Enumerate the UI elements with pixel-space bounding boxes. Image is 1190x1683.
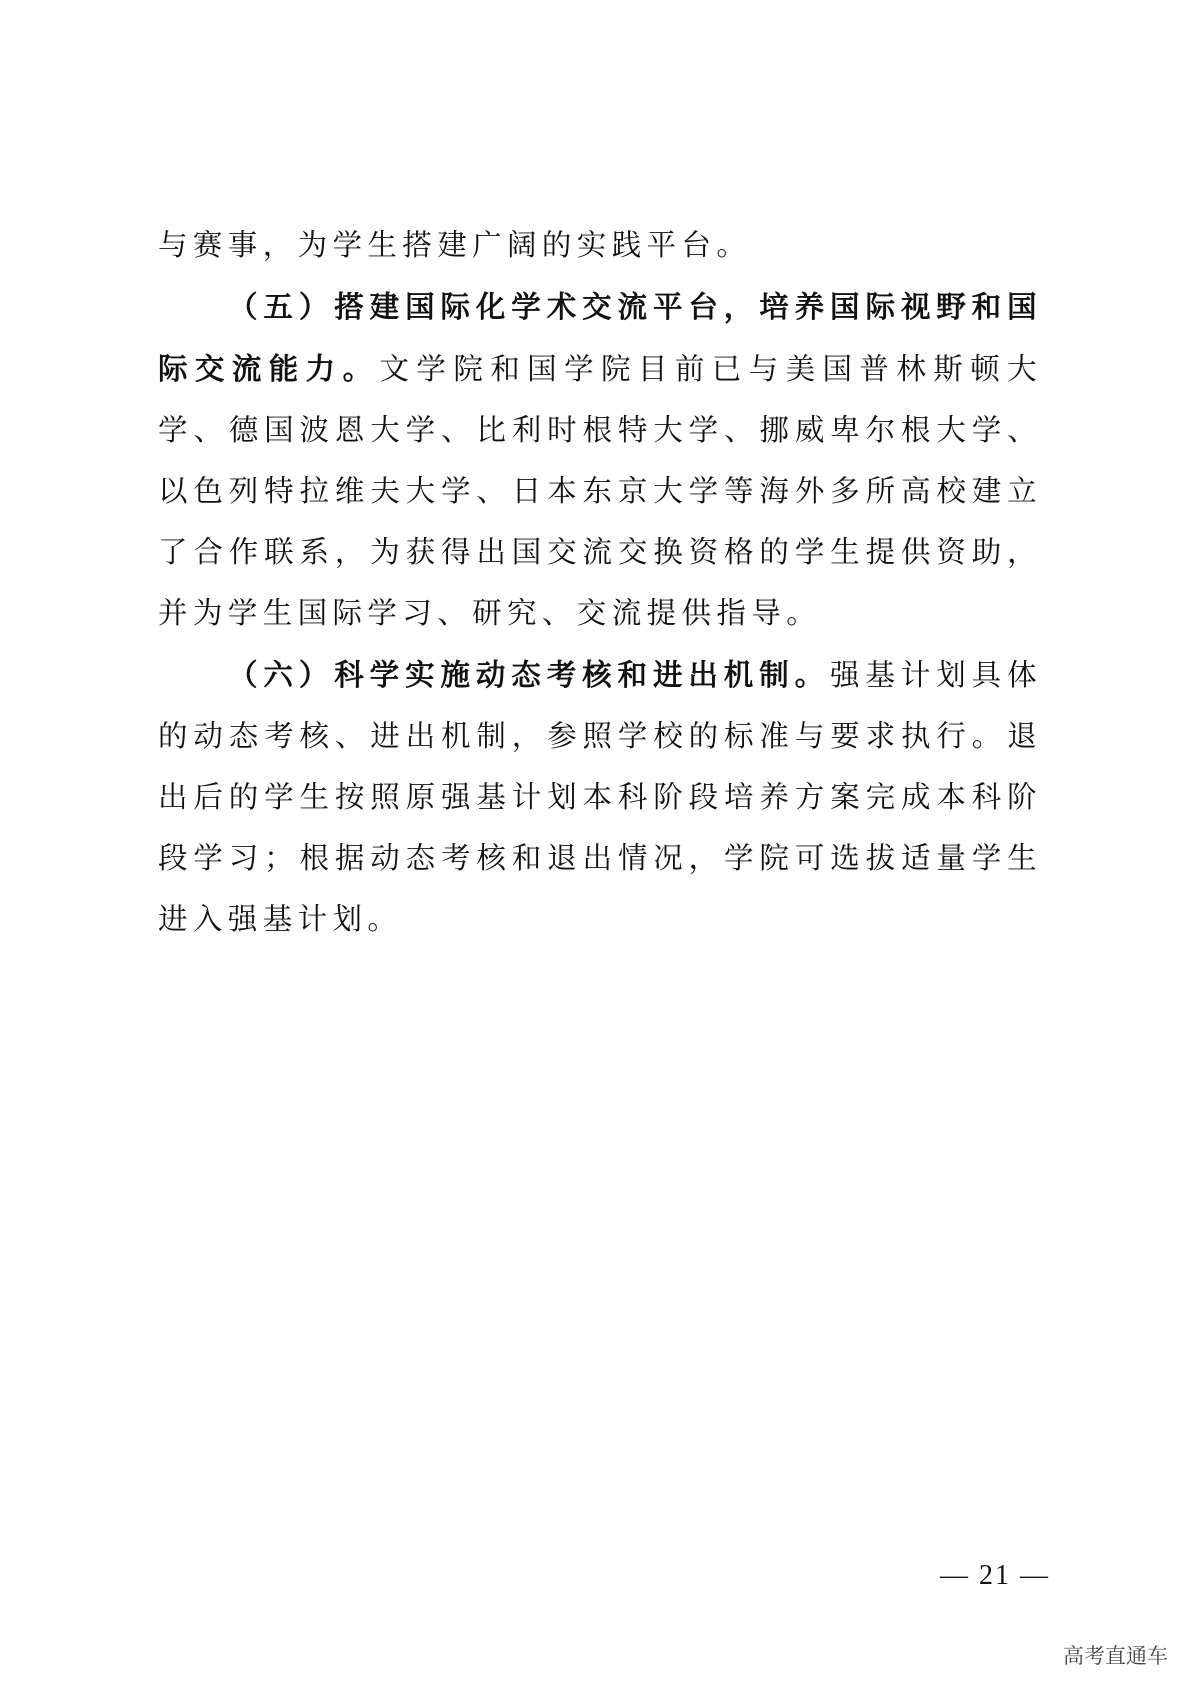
paragraph-international-exchange	[158, 276, 1042, 644]
paragraph-continuation	[158, 215, 1042, 276]
paragraph-text: 与赛事，为学生搭建广阔的实践平台。	[158, 228, 752, 262]
paragraph-text: 强基计划具体的动态考核、进出机制，参照学校的标准与要求执行。退出后的学生按照原强基计划本科阶段培养方案完成本科阶段学习；根据动态考核和退出情况，学院可选拔适量学生进入强基计划。	[158, 658, 1042, 936]
document-body	[158, 215, 1042, 950]
paragraph-dynamic-assessment	[158, 644, 1042, 950]
paragraph-text: 文学院和国学院目前已与美国普林斯顿大学、德国波恩大学、比利时根特大学、挪威卑尔根大学、以色列特拉维夫大学、日本东京大学等海外多所高校建立了合作联系，为获得出国交流交换资格的学生提供资助，并为学生国际学习、研究、交流提供指导。	[158, 352, 1043, 630]
page-number: — 21 —	[940, 1560, 1050, 1591]
section-heading: （六）科学实施动态考核和进出机制。	[228, 657, 831, 692]
watermark-text: 高考直通车	[1063, 1644, 1168, 1668]
section-heading: （五）搭建国际化学术交流平台，培养国际视野和国际交流能力。	[158, 289, 1042, 386]
